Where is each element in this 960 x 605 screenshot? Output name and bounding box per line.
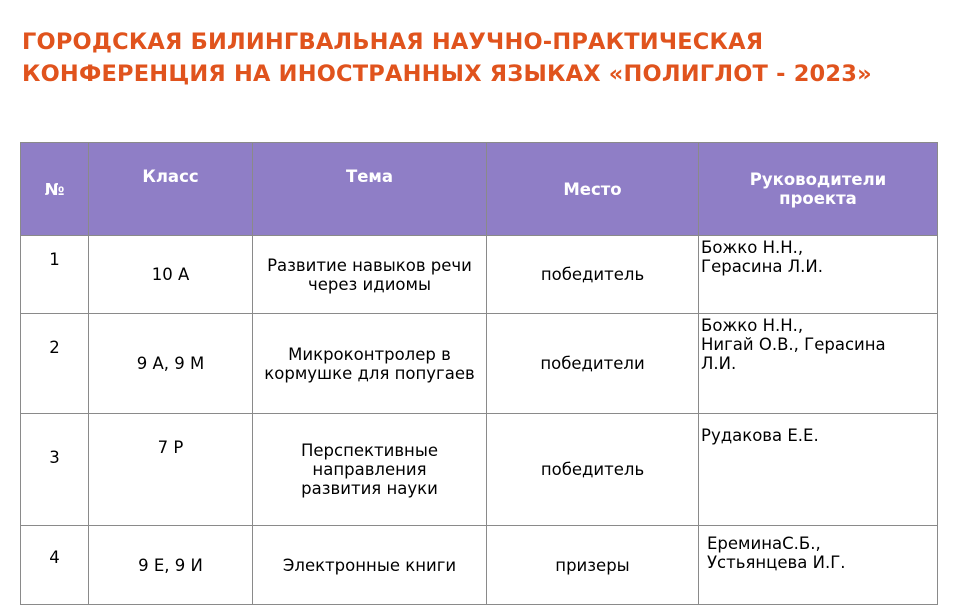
row-topic [253, 314, 487, 414]
header-place: Место [487, 143, 699, 236]
leader-line: Божко Н.Н., [701, 316, 804, 335]
leader-line: Устьянцева И.Г. [707, 553, 846, 572]
row-place: победитель [487, 236, 699, 314]
title-line-2: КОНФЕРЕНЦИЯ НА ИНОСТРАННЫХ ЯЗЫКАХ «ПОЛИГЛОТ - 2023» [22, 61, 872, 87]
row-grade: 9 А, 9 М [89, 314, 253, 414]
page-title [22, 26, 942, 90]
header-leaders-line-2: проекта [779, 189, 857, 208]
topic-line: Перспективные [300, 441, 439, 460]
row-place: победители [487, 314, 699, 414]
row-leaders [699, 526, 938, 605]
leader-line: Герасина Л.И. [701, 257, 823, 276]
row-topic [253, 526, 487, 605]
results-table [20, 142, 938, 605]
row-grade: 7 Р [89, 414, 253, 526]
leader-line: Нигай О.В., Герасина [701, 335, 886, 354]
table-row [21, 236, 938, 314]
header-grade: Класс [89, 143, 253, 236]
topic-line: Развитие навыков речи [267, 255, 472, 275]
topic-line: Электронные книги [282, 555, 457, 575]
leader-line: Рудакова Е.Е. [701, 426, 819, 445]
row-num: 1 [21, 236, 89, 314]
row-grade: 10 А [89, 236, 253, 314]
header-topic: Тема [253, 143, 487, 236]
row-leaders [699, 314, 938, 414]
topic-line: через идиомы [308, 274, 431, 294]
row-topic [253, 236, 487, 314]
header-leaders [699, 143, 938, 236]
header-num: № [21, 143, 89, 236]
header-leaders-line-1: Руководители [749, 170, 887, 189]
title-line-1: ГОРОДСКАЯ БИЛИНГВАЛЬНАЯ НАУЧНО-ПРАКТИЧЕСКАЯ [22, 29, 764, 55]
row-num: 3 [21, 414, 89, 526]
topic-line: кормушке для попугаев [264, 363, 475, 383]
row-num: 4 [21, 526, 89, 605]
row-place: призеры [487, 526, 699, 605]
row-place: победитель [487, 414, 699, 526]
leader-line: Л.И. [701, 354, 737, 373]
row-num: 2 [21, 314, 89, 414]
row-grade: 9 Е, 9 И [89, 526, 253, 605]
leader-line: ЕреминаС.Б., [707, 534, 821, 553]
topic-line: развития науки [301, 479, 438, 498]
topic-line: Микроконтролер в [288, 344, 451, 364]
row-leaders [699, 236, 938, 314]
table-row [21, 414, 938, 526]
table-row [21, 526, 938, 605]
leader-line: Божко Н.Н., [701, 238, 804, 257]
table-row [21, 314, 938, 414]
row-topic [253, 414, 487, 526]
table-header-row [21, 143, 938, 236]
row-leaders [699, 414, 938, 526]
topic-line: направления [312, 460, 427, 479]
